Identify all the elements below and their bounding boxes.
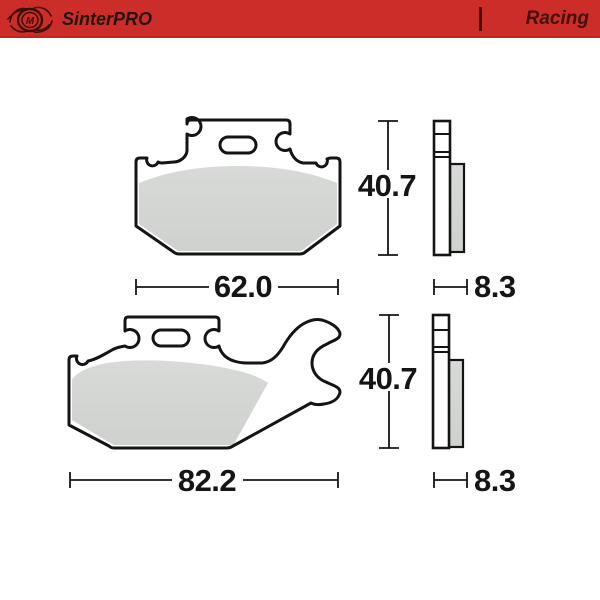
pad-top-pin-slot (220, 137, 256, 153)
dim-pad-bottom-thickness (434, 463, 516, 498)
pad-top-front-view (136, 118, 340, 255)
dim-pad-bottom-width (70, 463, 338, 498)
dim-pad-bottom-thickness-value: 8.3 (474, 463, 516, 498)
dim-pad-top-thickness-line (434, 279, 467, 295)
edition-label: Racing (525, 8, 589, 29)
dim-pad-bottom-height-value: 40.7 (358, 361, 418, 396)
dim-pad-bottom-height (359, 315, 417, 448)
pad-bottom-side-backing-plate (433, 315, 449, 448)
dim-pad-bottom-thickness-line (434, 472, 467, 488)
dim-pad-top-thickness-value: 8.3 (474, 269, 516, 304)
brand-name: SinterPRO (62, 9, 153, 29)
dim-pad-bottom-width-value: 82.2 (177, 463, 237, 498)
pad-bottom-backing-plate-outline (69, 317, 340, 448)
dim-pad-top-height-value: 40.7 (357, 168, 417, 203)
pad-bottom-pin-slot (153, 330, 189, 346)
pad-bottom-front-view (69, 317, 340, 448)
pad-bottom-side-view (433, 315, 463, 448)
header-banner (0, 0, 600, 38)
pad-top-side-view (434, 121, 464, 255)
logo-m-letter: M (25, 16, 35, 27)
winged-m-logo-icon (7, 3, 53, 35)
dim-pad-top-width (136, 269, 338, 304)
dim-pad-top-width-value: 62.0 (213, 269, 273, 304)
dim-pad-top-height (358, 121, 416, 255)
header-divider (479, 7, 482, 31)
dim-pad-top-thickness (434, 269, 516, 304)
pad-top-side-backing-plate (434, 121, 450, 255)
